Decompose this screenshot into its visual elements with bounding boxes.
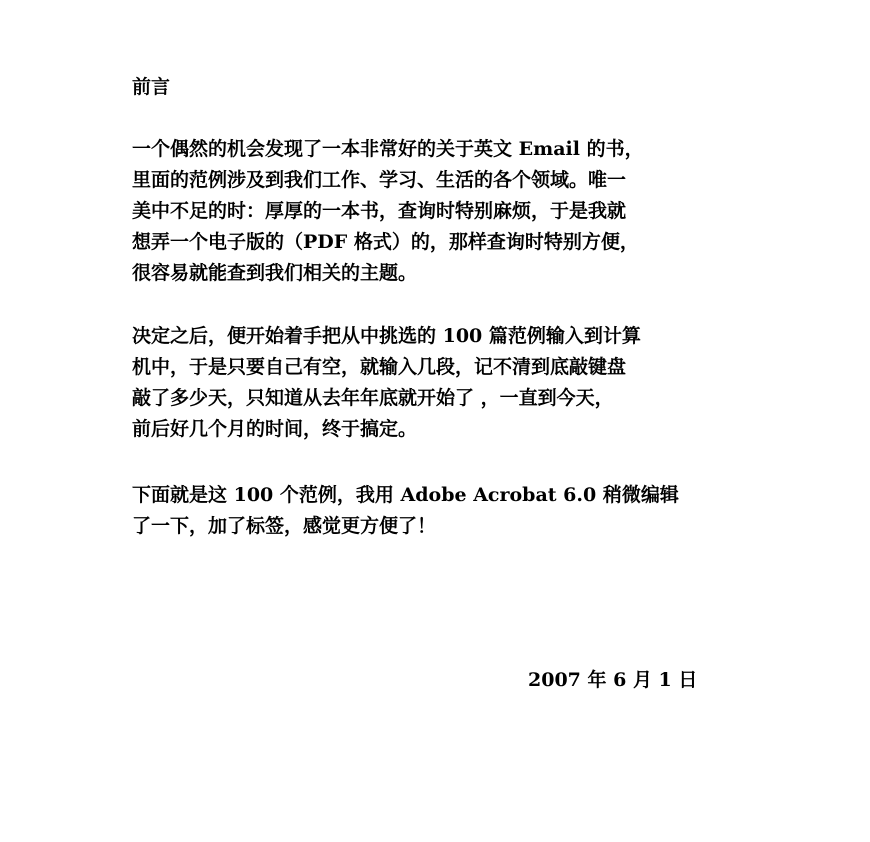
page-title: 前言 [132, 76, 171, 98]
text-line: 前后好几个月的时间，终于搞定。 [132, 418, 418, 440]
text-line: 美中不足的时：厚厚的一本书，查询时特别麻烦，于是我就 [132, 200, 627, 222]
text-line: 想弄一个电子版的（PDF 格式）的，那样查询时特别方便， [132, 231, 639, 253]
text-line: 机中，于是只要自己有空，就输入几段，记不清到底敲键盘 [132, 356, 627, 378]
text-line: 了一下，加了标签，感觉更方便了！ [132, 515, 437, 537]
paragraph-process [132, 321, 641, 445]
paragraph-summary [132, 480, 679, 542]
signature-date: 2007 年 6 月 1 日 [528, 669, 698, 691]
text-line: 很容易就能查到我们相关的主题。 [132, 262, 418, 284]
text-line: 下面就是这 100 个范例，我用 Adobe Acrobat 6.0 稍微编辑 [132, 484, 679, 506]
text-line: 敲了多少天，只知道从去年年底就开始了 ，一直到今天， [132, 387, 614, 409]
paragraph-intro [132, 134, 644, 289]
text-line: 决定之后，便开始着手把从中挑选的 100 篇范例输入到计算 [132, 325, 641, 347]
text-line: 里面的范例涉及到我们工作、学习、生活的各个领域。唯一 [132, 169, 627, 191]
text-line: 一个偶然的机会发现了一本非常好的关于英文 Email 的书， [132, 138, 644, 160]
